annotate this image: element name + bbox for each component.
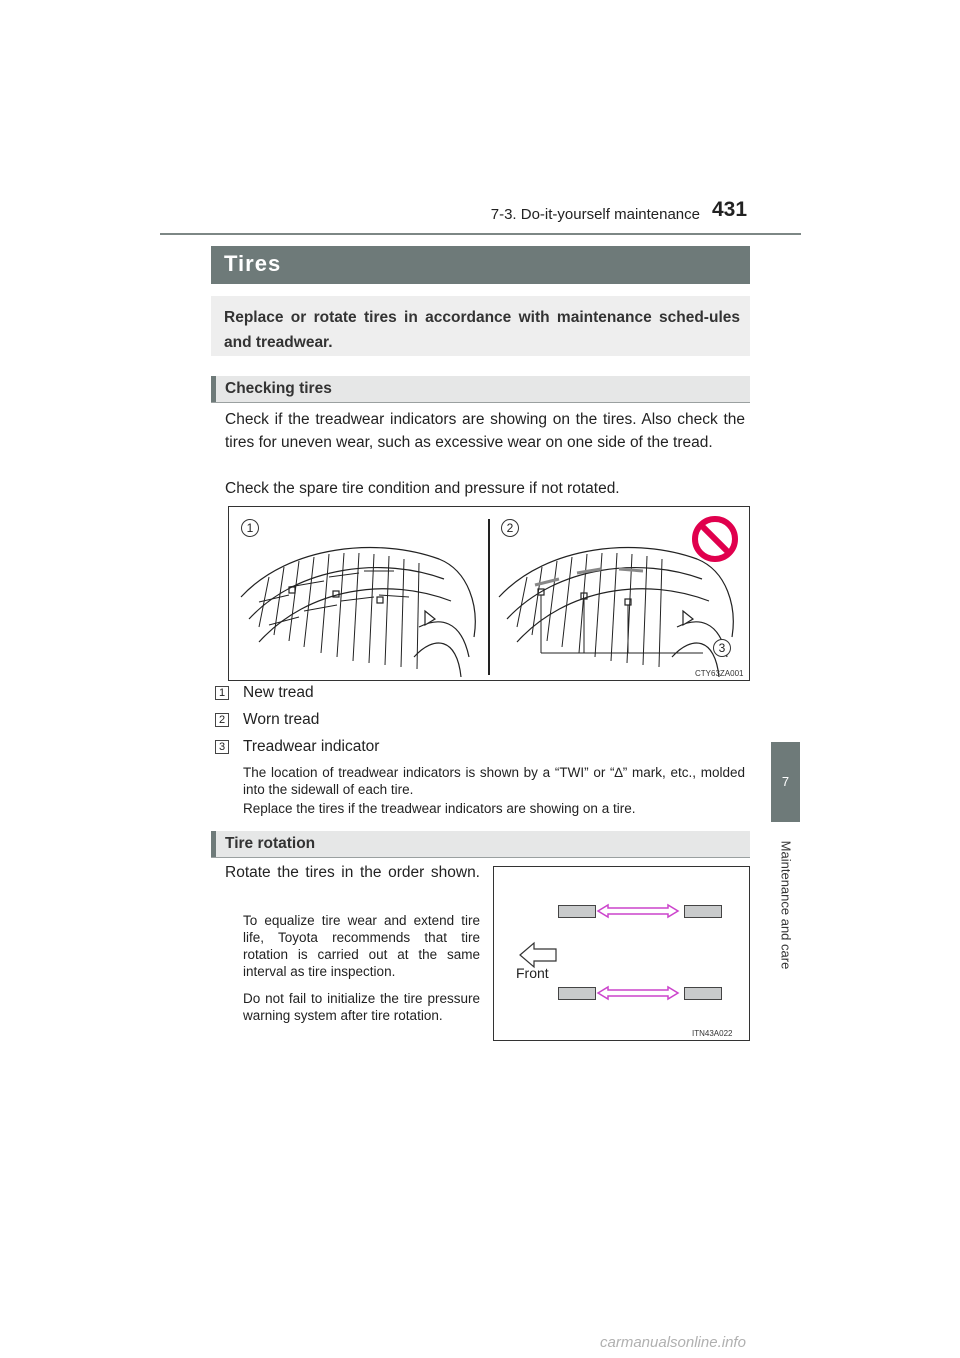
watermark: carmanualsonline.info: [600, 1334, 746, 1351]
treadwear-note-2: Replace the tires if the treadwear indicators are showing on a tire.: [243, 801, 636, 816]
page-number: 431: [712, 198, 748, 221]
tread-figure-code: CTY63ZA001: [695, 669, 744, 678]
legend-new-tread: New tread: [243, 684, 314, 701]
rotation-note-2: Do not fail to initialize the tire pressure warning system after tire rotation.: [243, 991, 480, 1023]
page-title-bar: [211, 246, 750, 284]
checking-tires-heading: [211, 376, 750, 402]
legend-treadwear-indicator: Treadwear indicator: [243, 738, 380, 755]
tread-figure-drawing: [229, 507, 749, 680]
rotation-arrows: [494, 867, 749, 1040]
intro-box: [211, 296, 750, 356]
front-label: Front: [516, 965, 549, 981]
checking-heading-rule: [211, 402, 750, 403]
tire-rotation-heading: [211, 831, 750, 857]
rotation-figure-code: ITN43A022: [692, 1029, 733, 1038]
checking-para-1: Check if the treadwear indicators are showing on the tires. Also check the tires for uneven wear, such as excessive wear on one side of the tread.: [225, 411, 745, 451]
legend-num-3: 3: [215, 740, 229, 754]
chapter-label: [771, 830, 800, 980]
page-title: Tires: [224, 251, 282, 276]
tire-rotation-heading-text: Tire rotation: [225, 835, 316, 852]
legend-worn-tread: Worn tread: [243, 711, 320, 728]
rear-rotation-arrow-icon: [598, 987, 678, 999]
checking-para-2: Check the spare tire condition and pressure if not rotated.: [225, 480, 620, 497]
tread-figure: [228, 506, 750, 681]
rotation-heading-rule: [211, 857, 750, 858]
worn-tread-tire-icon: [499, 548, 733, 677]
front-rotation-arrow-icon: [598, 905, 678, 917]
rotation-note-1: To equalize tire wear and extend tire life, Toyota recommends that tire rotation is carried out at the same interval as tire inspection.: [243, 913, 480, 979]
rotation-para-line: Rotate the tires in the order shown.: [225, 864, 480, 881]
chapter-label-text: Maintenance and care: [778, 840, 793, 970]
callout-1: 1: [241, 519, 259, 537]
legend-num-2: 2: [215, 713, 229, 727]
callout-2: 2: [501, 519, 519, 537]
treadwear-note-1: The location of treadwear indicators is shown by a “TWI” or “∆” mark, etc., molded into the sidewall of each tire.: [243, 765, 745, 797]
rotation-figure: [493, 866, 750, 1041]
checking-tires-heading-text: Checking tires: [225, 380, 332, 397]
legend-num-1: 1: [215, 686, 229, 700]
chapter-tab: 7: [771, 742, 800, 822]
prohibition-icon: [695, 519, 735, 559]
callout-3: 3: [713, 639, 731, 657]
new-tread-tire-icon: [241, 548, 475, 677]
header-rule: [160, 233, 801, 235]
intro-text: Replace or rotate tires in accordance with maintenance sched-ules and treadwear.: [224, 309, 740, 351]
header-section-title: 7-3. Do-it-yourself maintenance: [490, 206, 700, 223]
front-direction-arrow-icon: [520, 943, 556, 967]
